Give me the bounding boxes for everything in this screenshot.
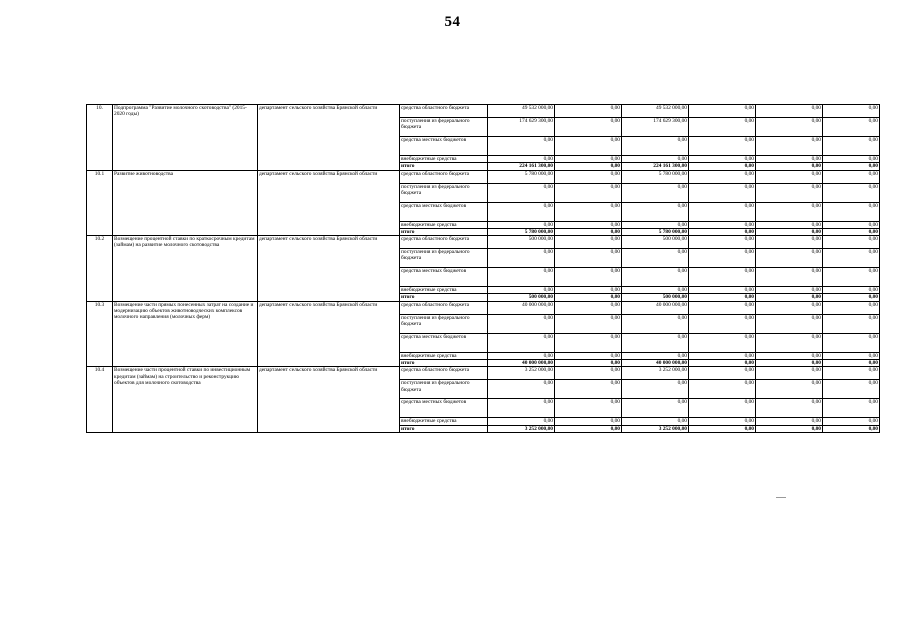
amount-cell: 0,00 bbox=[488, 399, 555, 418]
funding-source: средства областного бюджета bbox=[400, 105, 488, 118]
amount-cell: 0,00 bbox=[689, 268, 756, 287]
budget-table bbox=[86, 104, 880, 433]
amount-cell: 500 000,00 bbox=[488, 236, 555, 249]
amount-cell: 0,00 bbox=[555, 137, 622, 156]
amount-cell: 3 252 000,00 bbox=[622, 425, 689, 432]
amount-cell: 0,00 bbox=[756, 170, 823, 183]
section-number: 10.2 bbox=[87, 236, 113, 302]
amount-cell: 0,00 bbox=[555, 249, 622, 268]
funding-source: внебюджетные средства bbox=[400, 352, 488, 359]
scan-artifact bbox=[776, 497, 786, 498]
amount-cell: 0,00 bbox=[488, 137, 555, 156]
amount-cell: 0,00 bbox=[689, 399, 756, 418]
amount-cell: 174 629 300,00 bbox=[488, 118, 555, 137]
amount-cell: 0,00 bbox=[823, 137, 880, 156]
section-executor: департамент сельского хозяйства Брянской области bbox=[258, 301, 400, 367]
section-number: 10.4 bbox=[87, 367, 113, 433]
funding-source: средства местных бюджетов bbox=[400, 268, 488, 287]
section-number: 10.3 bbox=[87, 301, 113, 367]
amount-cell: 500 000,00 bbox=[622, 236, 689, 249]
amount-cell: 0,00 bbox=[756, 156, 823, 163]
amount-cell: 0,00 bbox=[622, 333, 689, 352]
funding-source: средства областного бюджета bbox=[400, 367, 488, 380]
section-number: 10. bbox=[87, 105, 113, 171]
amount-cell: 0,00 bbox=[823, 163, 880, 170]
amount-cell: 0,00 bbox=[555, 425, 622, 432]
amount-cell: 0,00 bbox=[622, 249, 689, 268]
amount-cell: 0,00 bbox=[689, 118, 756, 137]
amount-cell: 0,00 bbox=[823, 333, 880, 352]
amount-cell: 0,00 bbox=[756, 294, 823, 301]
amount-cell: 0,00 bbox=[823, 425, 880, 432]
amount-cell: 0,00 bbox=[555, 170, 622, 183]
amount-cell: 0,00 bbox=[823, 294, 880, 301]
amount-cell: 0,00 bbox=[689, 202, 756, 221]
amount-cell: 0,00 bbox=[756, 425, 823, 432]
amount-cell: 0,00 bbox=[622, 399, 689, 418]
amount-cell: 0,00 bbox=[823, 236, 880, 249]
amount-cell: 0,00 bbox=[823, 360, 880, 367]
amount-cell: 0,00 bbox=[756, 333, 823, 352]
amount-cell: 0,00 bbox=[689, 418, 756, 425]
amount-cell: 0,00 bbox=[488, 202, 555, 221]
amount-cell: 0,00 bbox=[689, 333, 756, 352]
amount-cell: 0,00 bbox=[823, 352, 880, 359]
amount-cell: 0,00 bbox=[488, 183, 555, 202]
amount-cell: 0,00 bbox=[689, 236, 756, 249]
amount-cell: 0,00 bbox=[622, 352, 689, 359]
amount-cell: 0,00 bbox=[488, 287, 555, 294]
amount-cell: 0,00 bbox=[555, 228, 622, 235]
amount-cell: 0,00 bbox=[756, 228, 823, 235]
funding-source: поступления из федерального бюджета bbox=[400, 314, 488, 333]
table-row bbox=[87, 105, 880, 118]
amount-cell: 500 000,00 bbox=[622, 294, 689, 301]
amount-cell: 0,00 bbox=[823, 418, 880, 425]
amount-cell: 0,00 bbox=[689, 221, 756, 228]
amount-cell: 0,00 bbox=[622, 268, 689, 287]
amount-cell: 0,00 bbox=[488, 249, 555, 268]
amount-cell: 0,00 bbox=[555, 301, 622, 314]
amount-cell: 3 252 000,00 bbox=[488, 367, 555, 380]
amount-cell: 0,00 bbox=[689, 137, 756, 156]
amount-cell: 0,00 bbox=[756, 221, 823, 228]
funding-source: внебюджетные средства bbox=[400, 287, 488, 294]
amount-cell: 0,00 bbox=[488, 418, 555, 425]
amount-cell: 0,00 bbox=[756, 314, 823, 333]
amount-cell: 0,00 bbox=[689, 287, 756, 294]
funding-source: итого bbox=[400, 360, 488, 367]
amount-cell: 0,00 bbox=[488, 268, 555, 287]
amount-cell: 0,00 bbox=[622, 202, 689, 221]
amount-cell: 0,00 bbox=[689, 105, 756, 118]
amount-cell: 0,00 bbox=[756, 137, 823, 156]
amount-cell: 0,00 bbox=[555, 118, 622, 137]
section-executor: департамент сельского хозяйства Брянской области bbox=[258, 170, 400, 236]
amount-cell: 0,00 bbox=[488, 314, 555, 333]
amount-cell: 0,00 bbox=[756, 105, 823, 118]
amount-cell: 0,00 bbox=[823, 156, 880, 163]
amount-cell: 5 780 000,00 bbox=[622, 170, 689, 183]
amount-cell: 0,00 bbox=[689, 380, 756, 399]
amount-cell: 0,00 bbox=[823, 228, 880, 235]
section-name: Возмещение части прямых понесенных затрат на создание и модернизацию объектов животноводческих комплексов молочного направления (молочных ферм) bbox=[113, 301, 258, 367]
amount-cell: 224 161 300,00 bbox=[622, 163, 689, 170]
amount-cell: 0,00 bbox=[622, 137, 689, 156]
amount-cell: 0,00 bbox=[756, 352, 823, 359]
section-name: Возмещение процентной ставки по краткосрочным кредитам (займам) на развитие молочного скотоводства bbox=[113, 236, 258, 302]
amount-cell: 0,00 bbox=[555, 333, 622, 352]
funding-source: поступления из федерального бюджета bbox=[400, 118, 488, 137]
amount-cell: 0,00 bbox=[756, 118, 823, 137]
amount-cell: 0,00 bbox=[756, 380, 823, 399]
section-executor: департамент сельского хозяйства Брянской области bbox=[258, 367, 400, 433]
section-number: 10.1 bbox=[87, 170, 113, 236]
table-row bbox=[87, 170, 880, 183]
amount-cell: 0,00 bbox=[622, 221, 689, 228]
amount-cell: 0,00 bbox=[756, 268, 823, 287]
funding-source: итого bbox=[400, 294, 488, 301]
amount-cell: 0,00 bbox=[622, 418, 689, 425]
amount-cell: 49 532 000,00 bbox=[488, 105, 555, 118]
amount-cell: 0,00 bbox=[756, 287, 823, 294]
amount-cell: 0,00 bbox=[555, 418, 622, 425]
funding-source: средства областного бюджета bbox=[400, 236, 488, 249]
amount-cell: 224 161 300,00 bbox=[488, 163, 555, 170]
amount-cell: 49 532 000,00 bbox=[622, 105, 689, 118]
funding-source: внебюджетные средства bbox=[400, 418, 488, 425]
funding-source: итого bbox=[400, 228, 488, 235]
table-row bbox=[87, 367, 880, 380]
amount-cell: 0,00 bbox=[689, 170, 756, 183]
amount-cell: 5 780 000,00 bbox=[622, 228, 689, 235]
amount-cell: 500 000,00 bbox=[488, 294, 555, 301]
amount-cell: 3 252 000,00 bbox=[622, 367, 689, 380]
amount-cell: 0,00 bbox=[756, 183, 823, 202]
funding-source: внебюджетные средства bbox=[400, 221, 488, 228]
amount-cell: 0,00 bbox=[823, 268, 880, 287]
amount-cell: 0,00 bbox=[622, 380, 689, 399]
amount-cell: 0,00 bbox=[823, 287, 880, 294]
amount-cell: 0,00 bbox=[555, 163, 622, 170]
funding-source: внебюджетные средства bbox=[400, 156, 488, 163]
amount-cell: 0,00 bbox=[756, 367, 823, 380]
amount-cell: 0,00 bbox=[555, 287, 622, 294]
amount-cell: 0,00 bbox=[689, 183, 756, 202]
page-number: 54 bbox=[444, 14, 461, 30]
amount-cell: 0,00 bbox=[555, 352, 622, 359]
amount-cell: 0,00 bbox=[689, 360, 756, 367]
amount-cell: 0,00 bbox=[488, 352, 555, 359]
amount-cell: 40 000 000,00 bbox=[488, 301, 555, 314]
amount-cell: 0,00 bbox=[823, 314, 880, 333]
amount-cell: 0,00 bbox=[689, 367, 756, 380]
amount-cell: 0,00 bbox=[555, 380, 622, 399]
amount-cell: 0,00 bbox=[555, 360, 622, 367]
amount-cell: 0,00 bbox=[823, 202, 880, 221]
amount-cell: 40 000 000,00 bbox=[622, 301, 689, 314]
amount-cell: 0,00 bbox=[555, 183, 622, 202]
amount-cell: 0,00 bbox=[555, 367, 622, 380]
amount-cell: 0,00 bbox=[756, 418, 823, 425]
amount-cell: 0,00 bbox=[488, 221, 555, 228]
amount-cell: 0,00 bbox=[689, 156, 756, 163]
amount-cell: 0,00 bbox=[823, 183, 880, 202]
amount-cell: 0,00 bbox=[622, 287, 689, 294]
amount-cell: 0,00 bbox=[555, 268, 622, 287]
funding-source: средства местных бюджетов bbox=[400, 333, 488, 352]
section-name: Подпрограмма "Развитие молочного скотоводства" (2015-2020 годы) bbox=[113, 105, 258, 171]
section-name: Развитие животноводства bbox=[113, 170, 258, 236]
section-executor: департамент сельского хозяйства Брянской области bbox=[258, 236, 400, 302]
amount-cell: 0,00 bbox=[555, 202, 622, 221]
amount-cell: 0,00 bbox=[823, 399, 880, 418]
table-body bbox=[87, 105, 880, 433]
section-executor: департамент сельского хозяйства Брянской области bbox=[258, 105, 400, 171]
table-row bbox=[87, 236, 880, 249]
amount-cell: 0,00 bbox=[622, 183, 689, 202]
amount-cell: 0,00 bbox=[555, 221, 622, 228]
amount-cell: 0,00 bbox=[689, 163, 756, 170]
amount-cell: 0,00 bbox=[555, 105, 622, 118]
amount-cell: 0,00 bbox=[488, 333, 555, 352]
amount-cell: 5 780 000,00 bbox=[488, 228, 555, 235]
amount-cell: 0,00 bbox=[689, 425, 756, 432]
amount-cell: 0,00 bbox=[555, 314, 622, 333]
amount-cell: 0,00 bbox=[756, 163, 823, 170]
amount-cell: 0,00 bbox=[622, 314, 689, 333]
amount-cell: 0,00 bbox=[622, 156, 689, 163]
amount-cell: 5 780 000,00 bbox=[488, 170, 555, 183]
amount-cell: 0,00 bbox=[823, 105, 880, 118]
amount-cell: 0,00 bbox=[756, 249, 823, 268]
amount-cell: 0,00 bbox=[823, 170, 880, 183]
funding-source: средства местных бюджетов bbox=[400, 202, 488, 221]
funding-source: итого bbox=[400, 163, 488, 170]
amount-cell: 174 629 300,00 bbox=[622, 118, 689, 137]
funding-source: средства местных бюджетов bbox=[400, 399, 488, 418]
amount-cell: 0,00 bbox=[823, 301, 880, 314]
amount-cell: 0,00 bbox=[555, 294, 622, 301]
funding-source: поступления из федерального бюджета bbox=[400, 249, 488, 268]
amount-cell: 0,00 bbox=[756, 301, 823, 314]
funding-source: итого bbox=[400, 425, 488, 432]
amount-cell: 0,00 bbox=[823, 118, 880, 137]
amount-cell: 40 000 000,00 bbox=[622, 360, 689, 367]
amount-cell: 0,00 bbox=[555, 399, 622, 418]
table-row bbox=[87, 301, 880, 314]
amount-cell: 40 000 000,00 bbox=[488, 360, 555, 367]
amount-cell: 0,00 bbox=[689, 228, 756, 235]
amount-cell: 0,00 bbox=[488, 156, 555, 163]
amount-cell: 0,00 bbox=[756, 360, 823, 367]
amount-cell: 0,00 bbox=[756, 202, 823, 221]
amount-cell: 0,00 bbox=[689, 301, 756, 314]
funding-source: средства местных бюджетов bbox=[400, 137, 488, 156]
funding-source: поступления из федерального бюджета bbox=[400, 380, 488, 399]
amount-cell: 0,00 bbox=[823, 367, 880, 380]
amount-cell: 0,00 bbox=[689, 314, 756, 333]
section-name: Возмещение части процентной ставки по инвестиционным кредитам (займам) на строительство и реконструкцию объектов для молочного скотоводства bbox=[113, 367, 258, 433]
amount-cell: 0,00 bbox=[756, 236, 823, 249]
funding-source: средства областного бюджета bbox=[400, 301, 488, 314]
amount-cell: 0,00 bbox=[823, 249, 880, 268]
amount-cell: 0,00 bbox=[756, 399, 823, 418]
amount-cell: 0,00 bbox=[689, 249, 756, 268]
funding-source: средства областного бюджета bbox=[400, 170, 488, 183]
amount-cell: 0,00 bbox=[689, 294, 756, 301]
amount-cell: 3 252 000,00 bbox=[488, 425, 555, 432]
amount-cell: 0,00 bbox=[555, 236, 622, 249]
amount-cell: 0,00 bbox=[555, 156, 622, 163]
amount-cell: 0,00 bbox=[488, 380, 555, 399]
amount-cell: 0,00 bbox=[823, 380, 880, 399]
amount-cell: 0,00 bbox=[689, 352, 756, 359]
funding-source: поступления из федерального бюджета bbox=[400, 183, 488, 202]
amount-cell: 0,00 bbox=[823, 221, 880, 228]
